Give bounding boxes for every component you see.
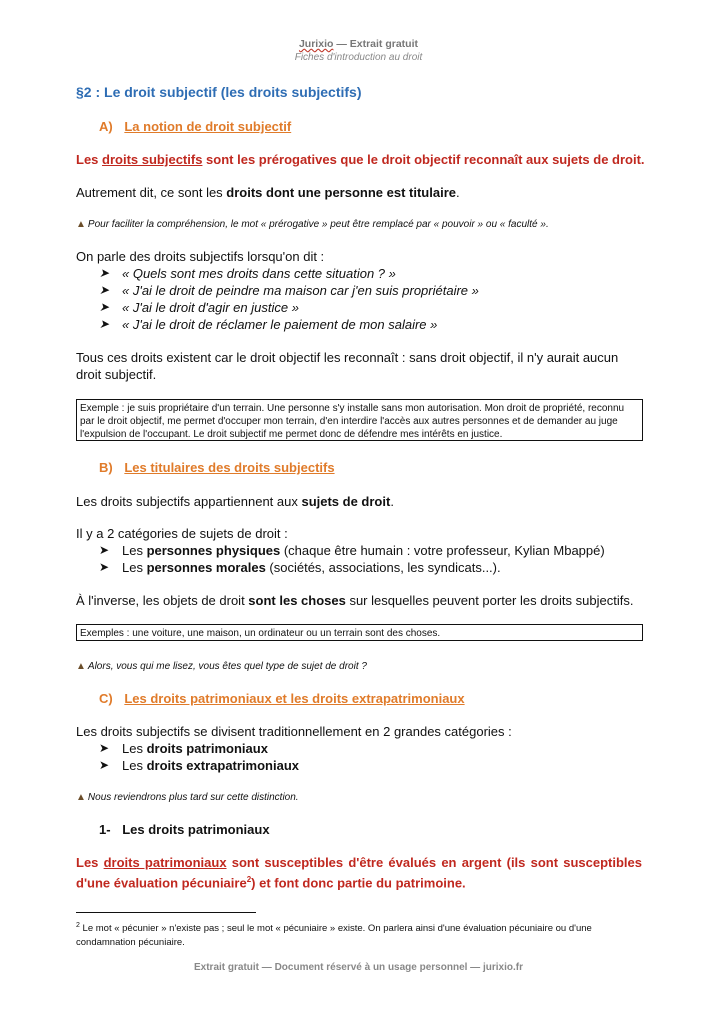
arrowhead-icon: ➤ bbox=[99, 266, 110, 280]
b-para2-bold: sont les choses bbox=[248, 593, 346, 608]
list-item bbox=[99, 542, 605, 559]
graduation-cap-icon: ▲ bbox=[76, 219, 86, 230]
part-b-heading bbox=[99, 460, 335, 475]
def-text-1: Les bbox=[76, 152, 103, 167]
list-item bbox=[99, 299, 479, 316]
c-def-text-3: ) et font donc partie du patrimoine. bbox=[251, 875, 466, 891]
arrowhead-icon: ➤ bbox=[99, 560, 110, 574]
part-b-list-intro: Il y a 2 catégories de sujets de droit : bbox=[76, 526, 288, 541]
example-box-a: Exemple : je suis propriétaire d'un terrain. Une personne s'y installe sans mon autorisation. Mon droit de propriété, reconnu par le droit objectif, me permet d'occuper mon terrain, d'en interdire l'accès aux autres personnes et de demander au juge l'expulsion de l'occupant. Le droit subjectif me permet donc de défendre mes intérêts en justice. bbox=[76, 399, 643, 441]
example-box-b: Exemples : une voiture, une maison, un ordinateur ou un terrain sont des choses. bbox=[76, 624, 643, 641]
arrowhead-icon: ➤ bbox=[99, 317, 110, 331]
para1-text-a: Autrement dit, ce sont les bbox=[76, 185, 227, 200]
part-a-letter: A) bbox=[99, 119, 113, 134]
note-text: Pour faciliter la compréhension, le mot « prérogative » peut être remplacé par « pouvoir » ou « faculté ». bbox=[87, 219, 549, 230]
quotes-list bbox=[99, 265, 479, 333]
para1-bold: droits dont une personne est titulaire bbox=[226, 185, 456, 200]
arrowhead-icon: ➤ bbox=[99, 758, 110, 772]
part-c-list-intro: Les droits subjectifs se divisent traditionnellement en 2 grandes catégories : bbox=[76, 724, 512, 739]
footnote bbox=[76, 919, 642, 950]
item-bold: personnes morales bbox=[146, 560, 266, 575]
graduation-cap-icon: ▲ bbox=[76, 792, 86, 803]
arrowhead-icon: ➤ bbox=[99, 300, 110, 314]
footnote-ref[interactable]: 2 bbox=[246, 875, 252, 884]
footnote-text: Le mot « pécunier » n'existe pas ; seul le mot « pécuniaire » existe. On parlera ainsi d'une évaluation pécuniaire ou d'une condamnation pécuniaire. bbox=[76, 923, 592, 949]
part-c-note bbox=[76, 791, 299, 804]
part-a-title: La notion de droit subjectif bbox=[124, 119, 292, 134]
item-post: (sociétés, associations, les syndicats...). bbox=[265, 560, 501, 575]
list-item bbox=[99, 757, 299, 774]
para1-text-c: . bbox=[456, 185, 460, 200]
def-term: droits subjectifs bbox=[102, 152, 203, 167]
header-tag: — Extrait gratuit bbox=[333, 38, 419, 50]
subsection-number: 1- bbox=[99, 822, 111, 837]
page-footer: Extrait gratuit — Document réservé à un usage personnel — jurixio.fr bbox=[194, 962, 523, 973]
page-header bbox=[0, 38, 717, 50]
list-item bbox=[99, 559, 605, 576]
part-c-letter: C) bbox=[99, 691, 113, 706]
item-post: (chaque être humain : votre professeur, Kylian Mbappé) bbox=[280, 543, 605, 558]
part-b-question bbox=[76, 660, 367, 673]
b-para1-bold: sujets de droit bbox=[301, 494, 391, 509]
list-item bbox=[99, 740, 299, 757]
graduation-cap-icon: ▲ bbox=[76, 661, 86, 672]
part-a-note bbox=[76, 218, 549, 231]
def-text-2: sont les prérogatives que le droit objectif reconnaît aux sujets de droit. bbox=[202, 152, 645, 167]
categories-list bbox=[99, 740, 299, 774]
item-pre: Les bbox=[122, 543, 147, 558]
part-a-list-intro: On parle des droits subjectifs lorsqu'on dit : bbox=[76, 249, 325, 264]
arrowhead-icon: ➤ bbox=[99, 283, 110, 297]
list-item bbox=[99, 316, 479, 333]
item-pre: Les bbox=[122, 741, 147, 756]
part-b-title: Les titulaires des droits subjectifs bbox=[124, 460, 335, 475]
c-def-term: droits patrimoniaux bbox=[103, 855, 227, 870]
item-bold: personnes physiques bbox=[146, 543, 281, 558]
header-subtitle: Fiches d'introduction au droit bbox=[294, 52, 423, 63]
part-b-letter: B) bbox=[99, 460, 113, 475]
part-b-para1 bbox=[76, 493, 394, 510]
quote-text: « Quels sont mes droits dans cette situation ? » bbox=[122, 266, 396, 281]
part-c-title: Les droits patrimoniaux et les droits extrapatrimoniaux bbox=[124, 691, 465, 706]
footnote-number: 2 bbox=[76, 922, 80, 929]
part-a-para1 bbox=[76, 184, 460, 201]
item-bold: droits patrimoniaux bbox=[146, 741, 268, 756]
note-text: Nous reviendrons plus tard sur cette distinction. bbox=[87, 792, 299, 803]
subjects-list bbox=[99, 542, 605, 576]
section-title: §2 : Le droit subjectif (les droits subjectifs) bbox=[76, 84, 362, 100]
part-b-para2 bbox=[76, 592, 633, 609]
b-para1-text-a: Les droits subjectifs appartiennent aux bbox=[76, 494, 302, 509]
item-bold: droits extrapatrimoniaux bbox=[146, 758, 300, 773]
question-text: Alors, vous qui me lisez, vous êtes quel type de sujet de droit ? bbox=[87, 661, 367, 672]
arrowhead-icon: ➤ bbox=[99, 741, 110, 755]
part-c-heading bbox=[99, 691, 465, 706]
b-para2-text-a: À l'inverse, les objets de droit bbox=[76, 593, 249, 608]
arrowhead-icon: ➤ bbox=[99, 543, 110, 557]
subsection-1-heading bbox=[99, 821, 270, 838]
list-item bbox=[99, 282, 479, 299]
b-para2-text-c: sur lesquelles peuvent porter les droits subjectifs. bbox=[345, 593, 634, 608]
part-a-heading bbox=[99, 119, 291, 134]
item-pre: Les bbox=[122, 560, 147, 575]
c-def-text-2: sont susceptibles d'être évalués en argent (ils sont susceptibles d'une évaluation pécuniaire bbox=[76, 855, 642, 891]
subsection-title: Les droits patrimoniaux bbox=[122, 822, 270, 837]
quote-text: « J'ai le droit d'agir en justice » bbox=[122, 300, 299, 315]
footnote-rule bbox=[76, 912, 256, 913]
part-a-definition bbox=[76, 151, 645, 168]
brand-name: Jurixio bbox=[298, 38, 334, 50]
part-c-definition bbox=[76, 854, 642, 891]
item-pre: Les bbox=[122, 758, 147, 773]
list-item bbox=[99, 265, 479, 282]
b-para1-text-c: . bbox=[390, 494, 394, 509]
part-a-para2: Tous ces droits existent car le droit objectif les reconnaît : sans droit objectif, il n'y aurait aucun droit subjectif. bbox=[76, 350, 619, 382]
c-def-text-1: Les bbox=[76, 855, 104, 870]
quote-text: « J'ai le droit de réclamer le paiement de mon salaire » bbox=[122, 317, 438, 332]
quote-text: « J'ai le droit de peindre ma maison car j'en suis propriétaire » bbox=[122, 283, 479, 298]
